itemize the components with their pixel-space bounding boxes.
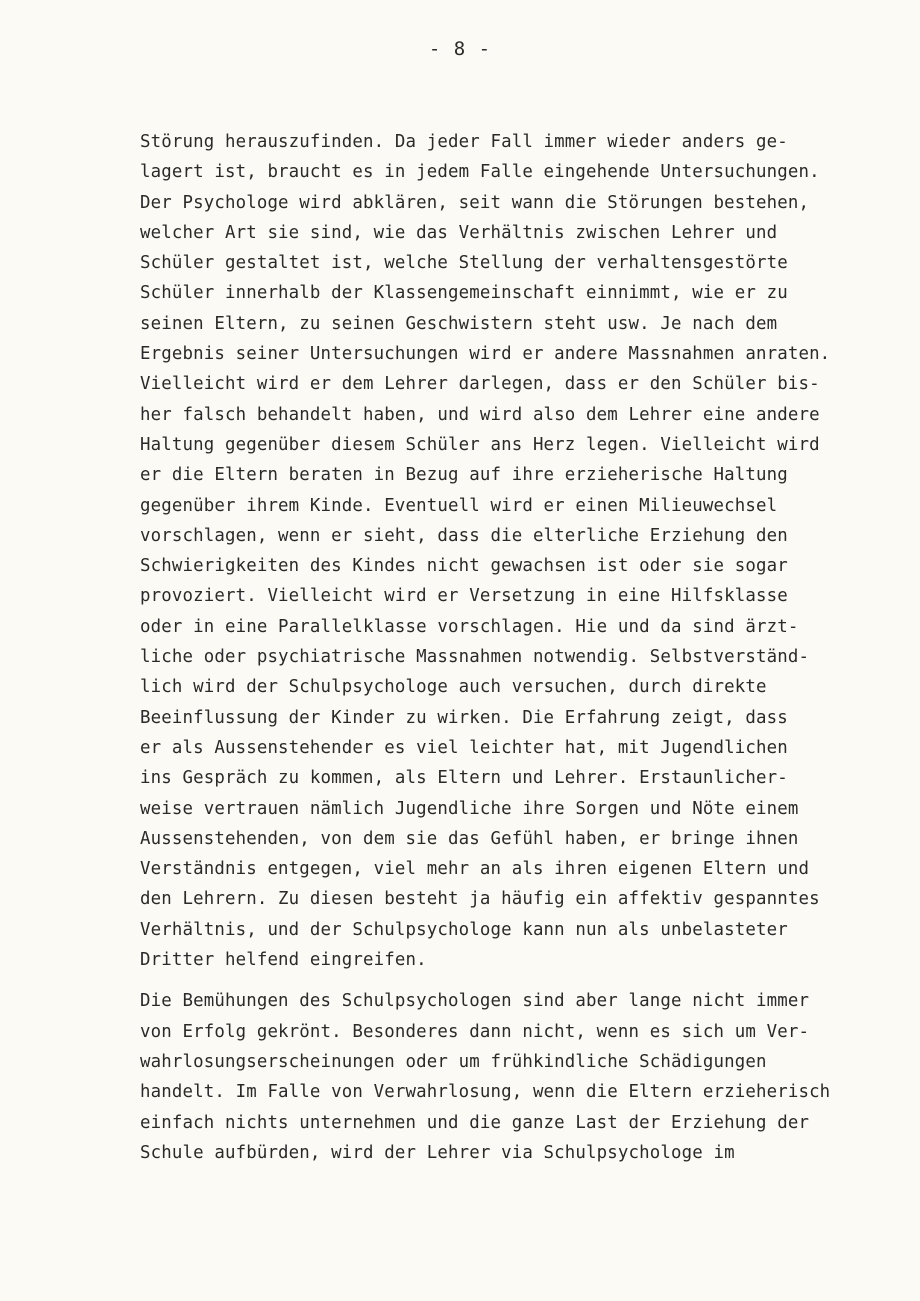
- text-line: Schwierigkeiten des Kindes nicht gewachsen ist oder sie sogar: [140, 556, 788, 577]
- text-line: Verständnis entgegen, viel mehr an als ihren eigenen Eltern und: [140, 859, 810, 880]
- text-line: ins Gespräch zu kommen, als Eltern und Lehrer. Erstaunlicher-: [140, 768, 788, 789]
- text-line: er die Eltern beraten in Bezug auf ihre erzieherische Haltung: [140, 465, 788, 486]
- page-number: - 8 -: [428, 38, 492, 60]
- text-line: Beeinflussung der Kinder zu wirken. Die Erfahrung zeigt, dass: [140, 707, 788, 728]
- text-line: von Erfolg gekrönt. Besonderes dann nicht, wenn es sich um Ver-: [140, 1021, 810, 1042]
- text-line: Vielleicht wird er dem Lehrer darlegen, dass er den Schüler bis-: [140, 374, 820, 395]
- text-line: einfach nichts unternehmen und die ganze Last der Erziehung der: [140, 1112, 810, 1133]
- text-line: seinen Eltern, zu seinen Geschwistern steht usw. Je nach dem: [140, 313, 778, 334]
- text-line: wahrlosungserscheinungen oder um frühkindliche Schädigungen: [140, 1051, 767, 1072]
- text-line: Haltung gegenüber diesem Schüler ans Herz legen. Vielleicht wird: [140, 434, 820, 455]
- text-line: Dritter helfend eingreifen.: [140, 950, 427, 971]
- text-line: er als Aussenstehender es viel leichter hat, mit Jugendlichen: [140, 737, 788, 758]
- text-line: Schüler innerhalb der Klassengemeinschaft einnimmt, wie er zu: [140, 283, 788, 304]
- text-line: Aussenstehenden, von dem sie das Gefühl haben, er bringe ihnen: [140, 828, 799, 849]
- text-line: Die Bemühungen des Schulpsychologen sind aber lange nicht immer: [140, 991, 810, 1012]
- text-line: Verhältnis, und der Schulpsychologe kann nun als unbelasteter: [140, 919, 788, 940]
- text-line: weise vertrauen nämlich Jugendliche ihre Sorgen und Nöte einem: [140, 798, 799, 819]
- text-line: Ergebnis seiner Untersuchungen wird er andere Massnahmen anraten.: [140, 344, 831, 365]
- text-line: lagert ist, braucht es in jedem Falle eingehende Untersuchungen.: [140, 162, 820, 183]
- text-line: Störung herauszufinden. Da jeder Fall immer wieder anders ge-: [140, 132, 788, 152]
- text-line: liche oder psychiatrische Massnahmen notwendig. Selbstverständ-: [140, 647, 810, 668]
- text-line: oder in eine Parallelklasse vorschlagen. Hie und da sind ärzt-: [140, 616, 799, 637]
- text-line: provoziert. Vielleicht wird er Versetzung in eine Hilfsklasse: [140, 586, 788, 607]
- text-line: her falsch behandelt haben, und wird also dem Lehrer eine andere: [140, 404, 820, 425]
- text-line: handelt. Im Falle von Verwahrlosung, wenn die Eltern erzieherisch: [140, 1082, 831, 1103]
- text-line: den Lehrern. Zu diesen besteht ja häufig ein affektiv gespanntes: [140, 889, 820, 910]
- text-line: lich wird der Schulpsychologe auch versuchen, durch direkte: [140, 677, 767, 698]
- text-line: vorschlagen, wenn er sieht, dass die elterliche Erziehung den: [140, 525, 788, 546]
- text-line: gegenüber ihrem Kinde. Eventuell wird er einen Milieuwechsel: [140, 495, 778, 516]
- paragraph: [140, 127, 900, 975]
- text-line: Der Psychologe wird abklären, seit wann die Störungen bestehen,: [140, 192, 810, 213]
- paragraph: [140, 986, 900, 1168]
- body-text: [140, 127, 900, 1168]
- text-line: Schüler gestaltet ist, welche Stellung der verhaltensgestörte: [140, 253, 788, 274]
- text-line: Schule aufbürden, wird der Lehrer via Schulpsychologe im: [140, 1142, 735, 1163]
- text-line: welcher Art sie sind, wie das Verhältnis zwischen Lehrer und: [140, 222, 778, 243]
